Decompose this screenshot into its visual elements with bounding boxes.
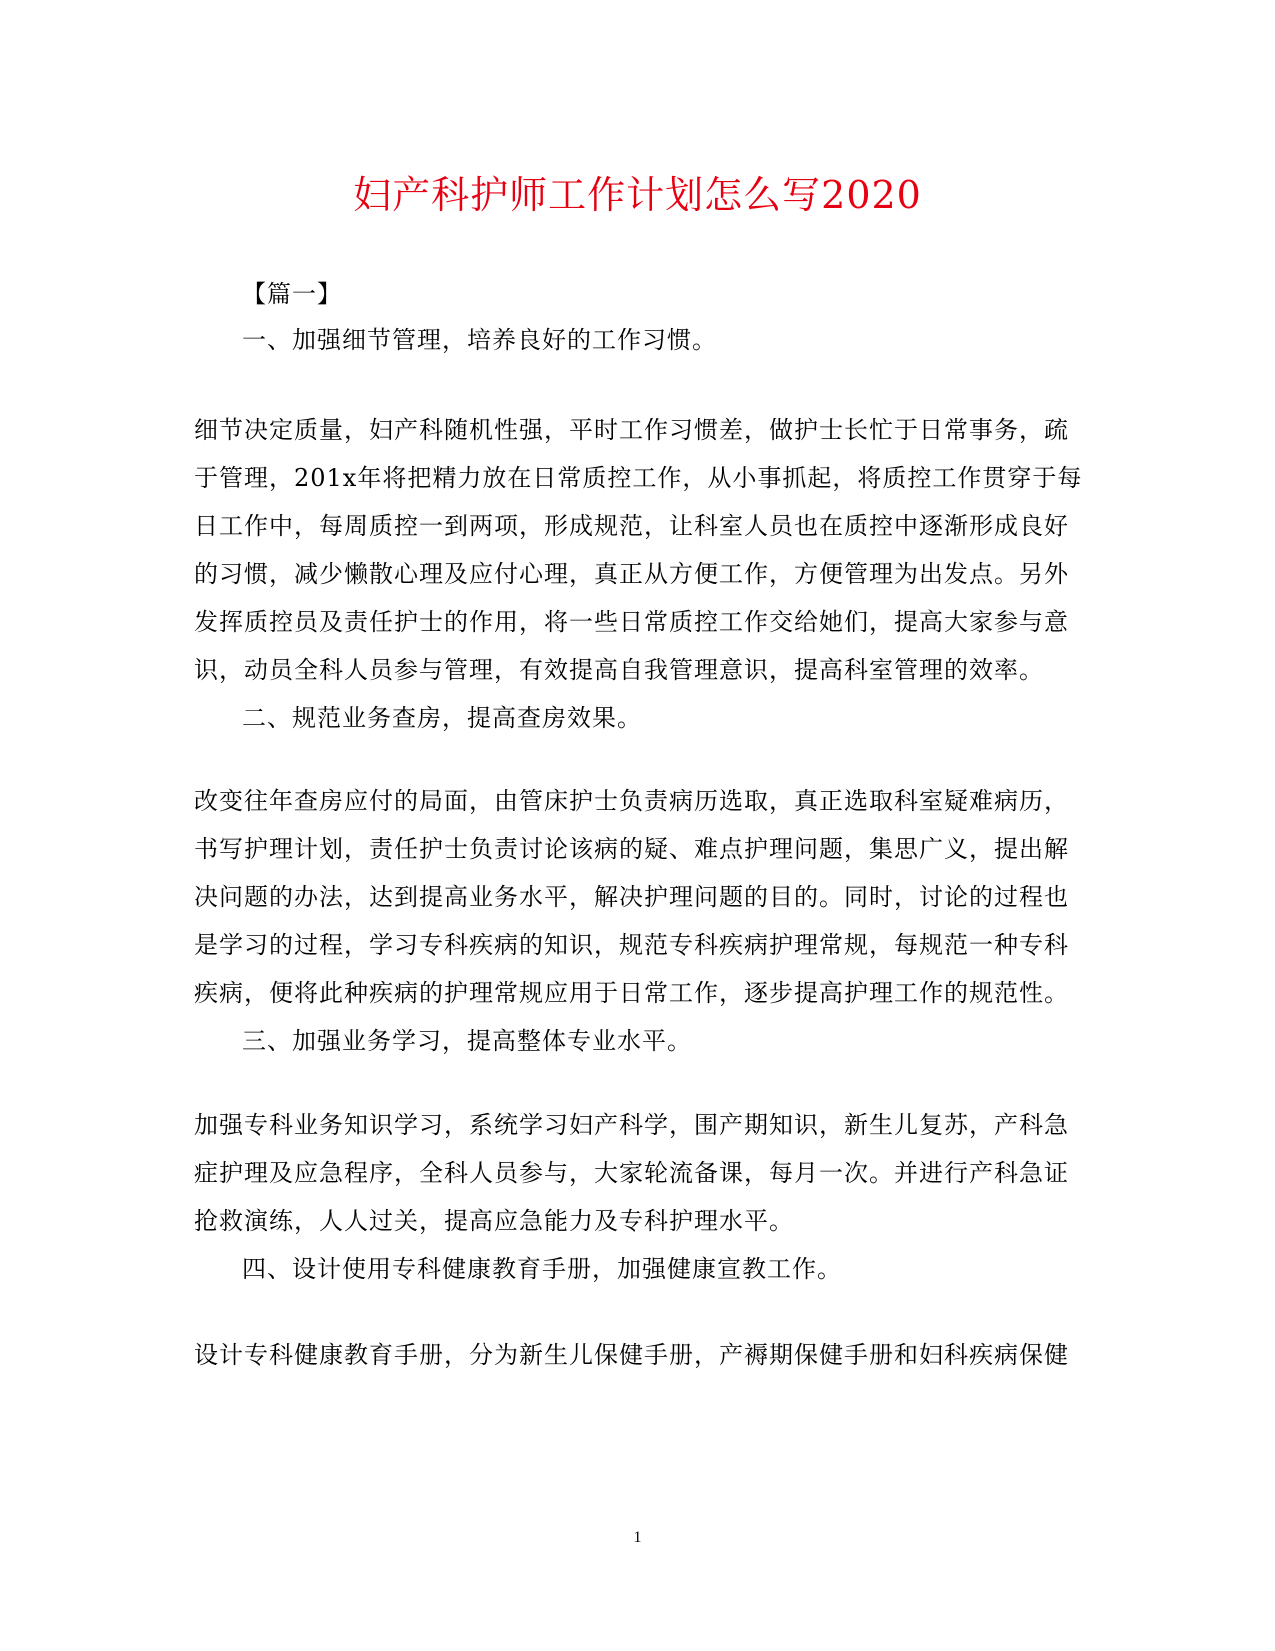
section-heading: 二、规范业务查房，提高查房效果。 bbox=[242, 704, 642, 732]
section-3-paragraph bbox=[194, 1101, 1070, 1293]
paragraph-line: 决问题的办法，达到提高业务水平，解决护理问题的目的。同时，讨论的过程也 bbox=[194, 883, 1069, 911]
section-heading: 一、加强细节管理，培养良好的工作习惯。 bbox=[242, 326, 717, 354]
paragraph-line: 细节决定质量，妇产科随机性强，平时工作习惯差，做护士长忙于日常事务，疏 bbox=[194, 416, 1069, 444]
section-4-paragraph bbox=[194, 1331, 1070, 1379]
paragraph-line: 疾病，便将此种疾病的护理常规应用于日常工作，逐步提高护理工作的规范性。 bbox=[194, 979, 1069, 1007]
section-heading: 四、设计使用专科健康教育手册，加强健康宣教工作。 bbox=[242, 1255, 842, 1283]
section-1-paragraph bbox=[194, 406, 1083, 742]
paragraph-line: 是学习的过程，学习专科疾病的知识，规范专科疾病护理常规，每规范一种专科 bbox=[194, 931, 1069, 959]
paragraph-line: 识，动员全科人员参与管理，有效提高自我管理意识，提高科室管理的效率。 bbox=[194, 656, 1044, 684]
paragraph-line: 的习惯，减少懒散心理及应付心理，真正从方便工作，方便管理为出发点。另外 bbox=[194, 560, 1069, 588]
page-number: 1 bbox=[633, 1529, 642, 1546]
paragraph-line: 书写护理计划，责任护士负责讨论该病的疑、难点护理问题，集思广义，提出解 bbox=[194, 835, 1069, 863]
section-1 bbox=[194, 316, 1070, 364]
section-heading: 三、加强业务学习，提高整体专业水平。 bbox=[242, 1027, 692, 1055]
paragraph-line: 抢救演练，人人过关，提高应急能力及专科护理水平。 bbox=[194, 1207, 794, 1235]
paragraph-line: 加强专科业务知识学习，系统学习妇产科学，围产期知识，新生儿复苏，产科急 bbox=[194, 1111, 1069, 1139]
section-2-paragraph bbox=[194, 777, 1070, 1065]
paragraph-line: 设计专科健康教育手册，分为新生儿保健手册，产褥期保健手册和妇科疾病保健 bbox=[194, 1341, 1069, 1369]
paragraph-line: 症护理及应急程序，全科人员参与，大家轮流备课，每月一次。并进行产科急证 bbox=[194, 1159, 1069, 1187]
paragraph-line: 日工作中，每周质控一到两项，形成规范，让科室人员也在质控中逐渐形成良好 bbox=[194, 512, 1069, 540]
section-label: 【篇一】 bbox=[242, 280, 342, 308]
paragraph-line: 改变往年查房应付的局面，由管床护士负责病历选取，真正选取科室疑难病历， bbox=[194, 787, 1069, 815]
section-label-block bbox=[194, 270, 1070, 318]
paragraph-line: 发挥质控员及责任护士的作用，将一些日常质控工作交给她们，提高大家参与意 bbox=[194, 608, 1069, 636]
document-title: 妇产科护师工作计划怎么写2020 bbox=[353, 173, 922, 217]
paragraph-line: 于管理，201x年将把精力放在日常质控工作，从小事抓起，将质控工作贯穿于每 bbox=[194, 464, 1083, 492]
